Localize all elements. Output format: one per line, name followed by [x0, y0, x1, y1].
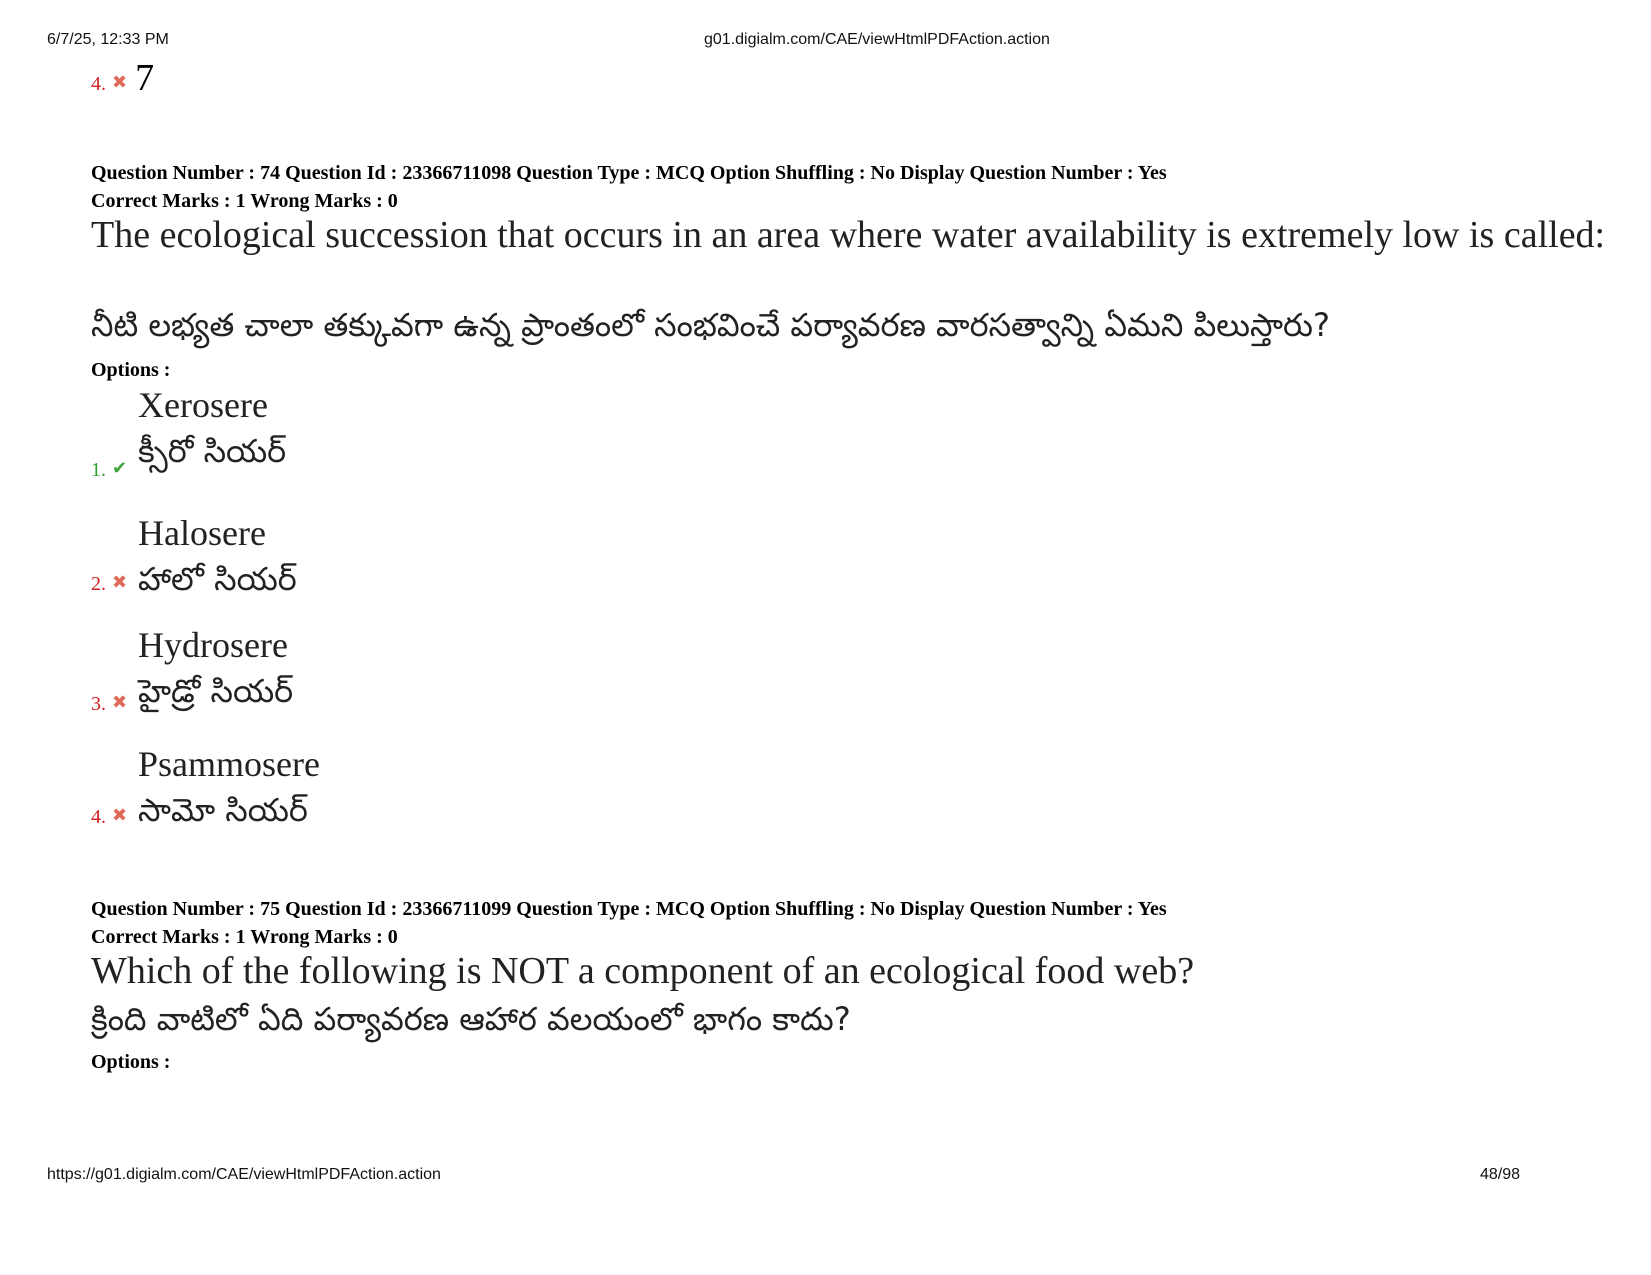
option-text: 7: [135, 57, 155, 99]
option-telugu: హాలో సియర్: [138, 560, 297, 598]
cross-icon: ✖: [112, 692, 128, 712]
option-number: 1.: [91, 459, 106, 481]
option-telugu: సామో సియర్: [138, 791, 308, 829]
q74-options-label: Options :: [91, 359, 171, 381]
q75-options-label: Options :: [91, 1051, 171, 1073]
q74-meta-line2: Correct Marks : 1 Wrong Marks : 0: [91, 190, 398, 212]
option-number: 3.: [91, 693, 106, 715]
q75-text-english: Which of the following is NOT a component of an ecological food web?: [91, 950, 1195, 992]
q75-meta-line1: Question Number : 75 Question Id : 23366711099 Question Type : MCQ Option Shuffling : No Display Question Number : Yes: [91, 898, 1167, 920]
option-english: Psammosere: [138, 744, 320, 784]
cross-icon: ✖: [112, 72, 128, 92]
option-telugu: క్సీరో సియర్: [138, 432, 287, 470]
option-english: Hydrosere: [138, 625, 288, 665]
q74-meta-line1: Question Number : 74 Question Id : 23366711098 Question Type : MCQ Option Shuffling : No Display Question Number : Yes: [91, 162, 1167, 184]
option-number: 4.: [91, 806, 106, 828]
option-english: Xerosere: [138, 385, 268, 425]
check-icon: ✔: [112, 458, 128, 478]
cross-icon: ✖: [112, 805, 128, 825]
print-footer-url: https://g01.digialm.com/CAE/viewHtmlPDFAction.action: [47, 1166, 441, 1183]
option-number: 4.: [91, 73, 106, 95]
q75-text-telugu: క్రింది వాటిలో ఏది పర్యావరణ ఆహార వలయంలో భాగం కాదు?: [91, 1000, 851, 1038]
option-english: Halosere: [138, 513, 266, 553]
prev-option-4: [91, 56, 154, 100]
option-number: 2.: [91, 573, 106, 595]
print-datetime: 6/7/25, 12:33 PM: [47, 31, 169, 48]
option-telugu: హైడ్రో సియర్: [138, 672, 294, 710]
q74-text-english: The ecological succession that occurs in an area where water availability is extremely low is called:: [91, 214, 1606, 256]
print-page-number: 48/98: [1480, 1166, 1521, 1183]
q74-text-telugu: నీటి లభ్యత చాలా తక్కువగా ఉన్న ప్రాంతంలో సంభవించే పర్యావరణ వారసత్వాన్ని ఏమని పిలుస్తారు?: [91, 306, 1330, 344]
print-title-url: g01.digialm.com/CAE/viewHtmlPDFAction.action: [704, 31, 1050, 48]
cross-icon: ✖: [112, 572, 128, 592]
q75-meta-line2: Correct Marks : 1 Wrong Marks : 0: [91, 926, 398, 948]
